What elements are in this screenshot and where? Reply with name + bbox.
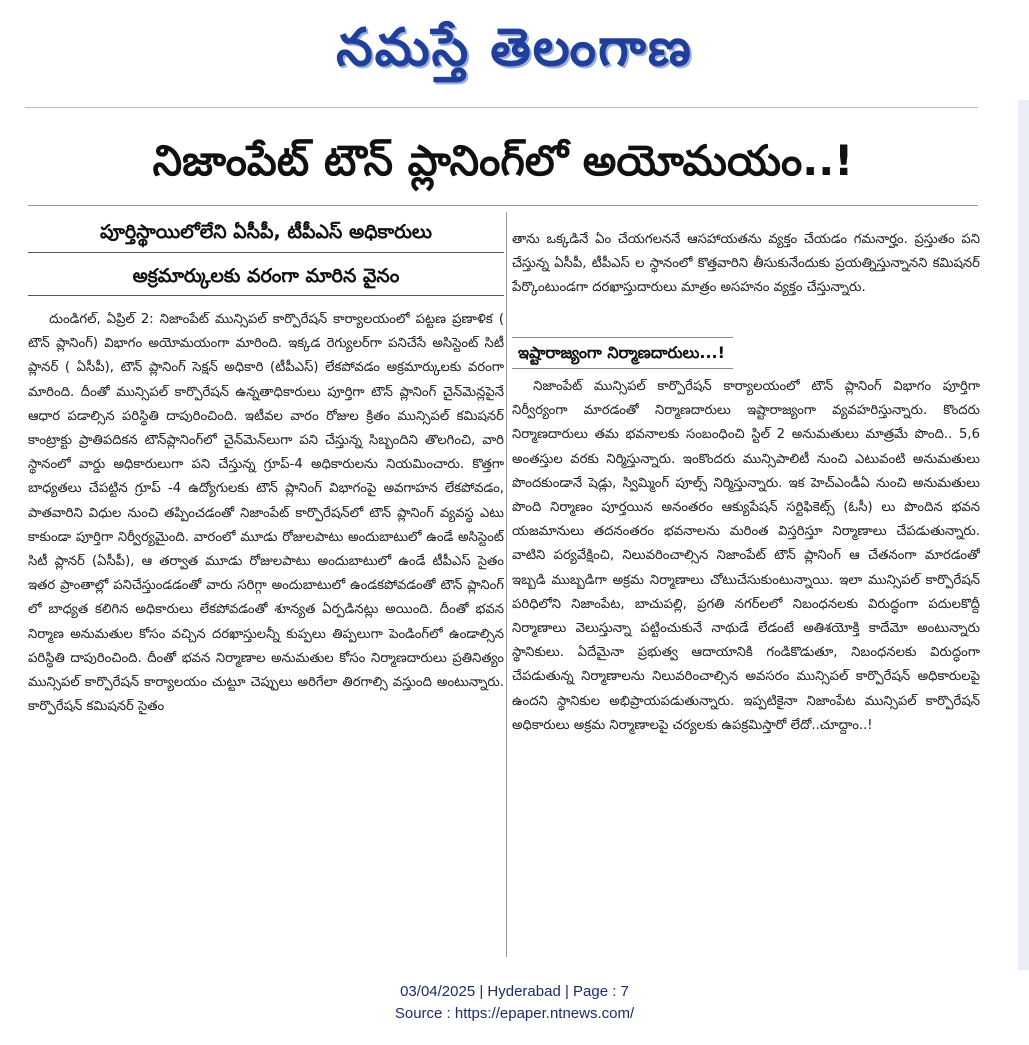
edition-info: 03/04/2025 | Hyderabad | Page : 7: [400, 983, 629, 1000]
article-subheading-2: అక్రమార్కులకు వరంగా మారిన వైనం: [28, 257, 504, 296]
article-section-subheading: ఇష్టారాజ్యంగా నిర్మాణదారులు...!: [512, 337, 733, 369]
headline-divider: [28, 205, 978, 206]
page-footer: [0, 981, 1029, 1025]
column-divider: [506, 212, 507, 957]
article-body-right-top: తాను ఒక్కడినే ఏం చేయగలననే ఆసహాయతను వ్యక్తం చేయడం గమనార్హం. ప్రస్తుతం పని చేస్తున్న ఏసీపీ, టీపీఎస్ ల స్థానంలో కొత్తవారిని తీసుకునేందుకు ప్రయత్నిస్తున్నానని కమిషనర్ పేర్కొంటుండగా దరఖాస్తుదారులు మాత్రం అసహనం వ్యక్తం చేస్తున్నారు.: [512, 232, 980, 296]
page-edge-strip: [1018, 100, 1029, 970]
source-link[interactable]: Source : https://epaper.ntnews.com/: [394, 1005, 635, 1022]
article-body-left: దుండిగల్, ఏప్రిల్ 2: నిజాంపేట్ మున్సిపల్ కార్పొరేషన్ కార్యాలయంలో పట్టణ ప్రణాళిక ( టౌన్ ప్లానింగ్) విభాగం అయోమయంగా మారింది. ఇక్కడ రెగ్యులర్‌గా పనిచేసే అసిస్టెంట్ సిటీ ప్లానర్ ( ఏసీపీ), టౌన్ ప్లానింగ్ సెక్షన్ అధికారి (టీపీఎస్) లేకపోవడం అక్రమార్కులకు వరంగా మారింది. దీంతో మున్సిపల్ కార్పొరేషన్ ఉన్నతాధికారులు పూర్తిగా టౌన్ ప్లానింగ్ చైన్‌మెన్లపైనే ఆధార పడాల్సిన పరిస్థితి దాపురించింది. ఇటీవల వారం రోజుల క్రితం మున్సిపల్ కమిషనర్ కాంట్రాక్టు ప్రాతిపదికన టౌన్‌ప్లానింగ్‌లో చైన్‌మెన్‌లుగా పని చేస్తున్న సిబ్బందిని తొలగించి, వారి స్థానంలో వార్డు అధికారులుగా పని చేస్తున్న గ్రూప్-4 అధికారులను నియమించారు. కొత్తగా బాధ్యతలు చేపట్టిన గ్రూప్ -4 ఉద్యోగులకు టౌన్ ప్లానింగ్ విభాగంపై అవగాహన లేకపోవడం, పాతవారిని విధుల నుంచి తప్పించడంతో నిజాంపేట్ కార్పొరేషన్‌లో టౌన్ ప్లానింగ్ వ్యవస్థ ఎటు కాకుండా పూర్తిగా నిర్వీర్యమైంది. వారంలో మూడు రోజులపాటు అందుబాటులో ఉండే అసిస్టెంట్ సిటీ ప్లానర్ (ఏసీపీ), ఆ తర్వాత మూడు రోజులపాటు అందుబాటులో ఉండే టీపీఎస్ సైతం ఇతర ప్రాంతాల్లో పనిచేస్తుండడంతో వారు సరిగ్గా అందుబాటులో ఉండకపోవడంతో టౌన్ ప్లానింగ్ లో బాధ్యత కలిగిన అధికారులు లేకపోవడంతో శూన్యత ఏర్పడినట్లు అయింది. దీంతో భవన నిర్మాణ అనుమతుల కోసం వచ్చిన దరఖాస్తులన్నీ కుప్పలు తిప్పలుగా పెండింగ్‌లో ఉండాల్సిన పరిస్థితి దాపురించింది. దీంతో భవన నిర్మాణాల అనుమతుల కోసం నిర్మాణదారులు ప్రతినిత్యం మున్సిపల్ కార్పొరేషన్ కార్యాలయం చుట్టూ చెప్పులు అరిగేలా తిరగాల్సి వస్తుంది అంటున్నారు. కార్పొరేషన్ కమిషనర్ సైతం: [28, 312, 504, 715]
article-right-column: [512, 228, 980, 960]
article-subheading-1: పూర్తిస్థాయిలోలేని ఏసీపీ, టీపీఎస్ అధికారులు: [28, 212, 504, 253]
article-body-right-bottom: నిజాంపేట్ మున్సిపల్ కార్పొరేషన్ కార్యాలయంలో టౌన్ ప్లానింగ్ విభాగం పూర్తిగా నిర్వీర్యంగా మారడంతో నిర్మాణదారులు ఇష్టారాజ్యంగా వ్యవహరిస్తున్నారు. కొందరు నిర్మాణదారులు తమ భవనాలకు సంబంధించి స్టిల్ 2 అనుమతులు మాత్రమే పొంది.. 5,6 అంతస్తుల వరకు నిర్మిస్తున్నారు. ఇంకొందరు మున్సిపాలిటీ నుంచి ఎటువంటి అనుమతులు పొందకుండానే షెడ్లు, స్విమ్మింగ్ పూల్స్ నిర్మిస్తున్నారు. ఇక హెచ్ఎండీఏ నుంచి అనుమతులు పొంది నిర్మాణం పూర్తయిన అనంతరం ఆక్యుపేషన్ సర్టిఫికెట్స్ (ఓసీ) లు పొందిన భవన యజమానులు తదనంతరం భవనాలను మరింత విస్తరిస్తూ నిర్మాణాలు చేపడుతున్నారు. వాటిని పర్యవేక్షించి, నిలువరించాల్సిన నిజాంపేట్ టౌన్ ప్లానింగ్ ఆ చేతనంగా మారడంతో ఇబ్బడి ముబ్బడిగా అక్రమ నిర్మాణాలు చోటుచేసుకుంటున్నాయి. ఇలా మున్సిపల్ కార్పొరేషన్ పరిధిలోని నిజాంపేట, బాచుపల్లి, ప్రగతి నగర్‌లలో నిబంధనలకు విరుద్ధంగా పదులకొద్దీ నిర్మాణాలు వెలుస్తున్నా పట్టించుకునే నాథుడే లేడంటే అతిశయోక్తి కాదేమో అంటున్నారు స్థానికులు. ఏదేమైనా ప్రభుత్వ ఆదాయానికి గండికొడుతూ, నిబంధనలకు విరుద్ధంగా చేపడుతున్న నిర్మాణాలను నిలువరించాల్సిన అవసరం మున్సిపల్ కార్పొరేషన్ అధికారులపై ఉందని స్థానికుల అభిప్రాయపడుతున్నారు. ఇప్పటికైనా నిజాంపేట మున్సిపల్ కార్పొరేషన్ అధికారులు అక్రమ నిర్మాణాలపై చర్యలకు ఉపక్రమిస్తారో లేదో..చూద్దాం..!: [512, 379, 980, 733]
masthead-divider: [25, 107, 978, 108]
article-headline: నిజాంపేట్ టౌన్ ప్లానింగ్‌లో అయోమయం..!: [152, 136, 854, 185]
newspaper-masthead: నమస్తే తెలంగాణ: [336, 17, 693, 78]
article-left-column: [28, 212, 504, 960]
